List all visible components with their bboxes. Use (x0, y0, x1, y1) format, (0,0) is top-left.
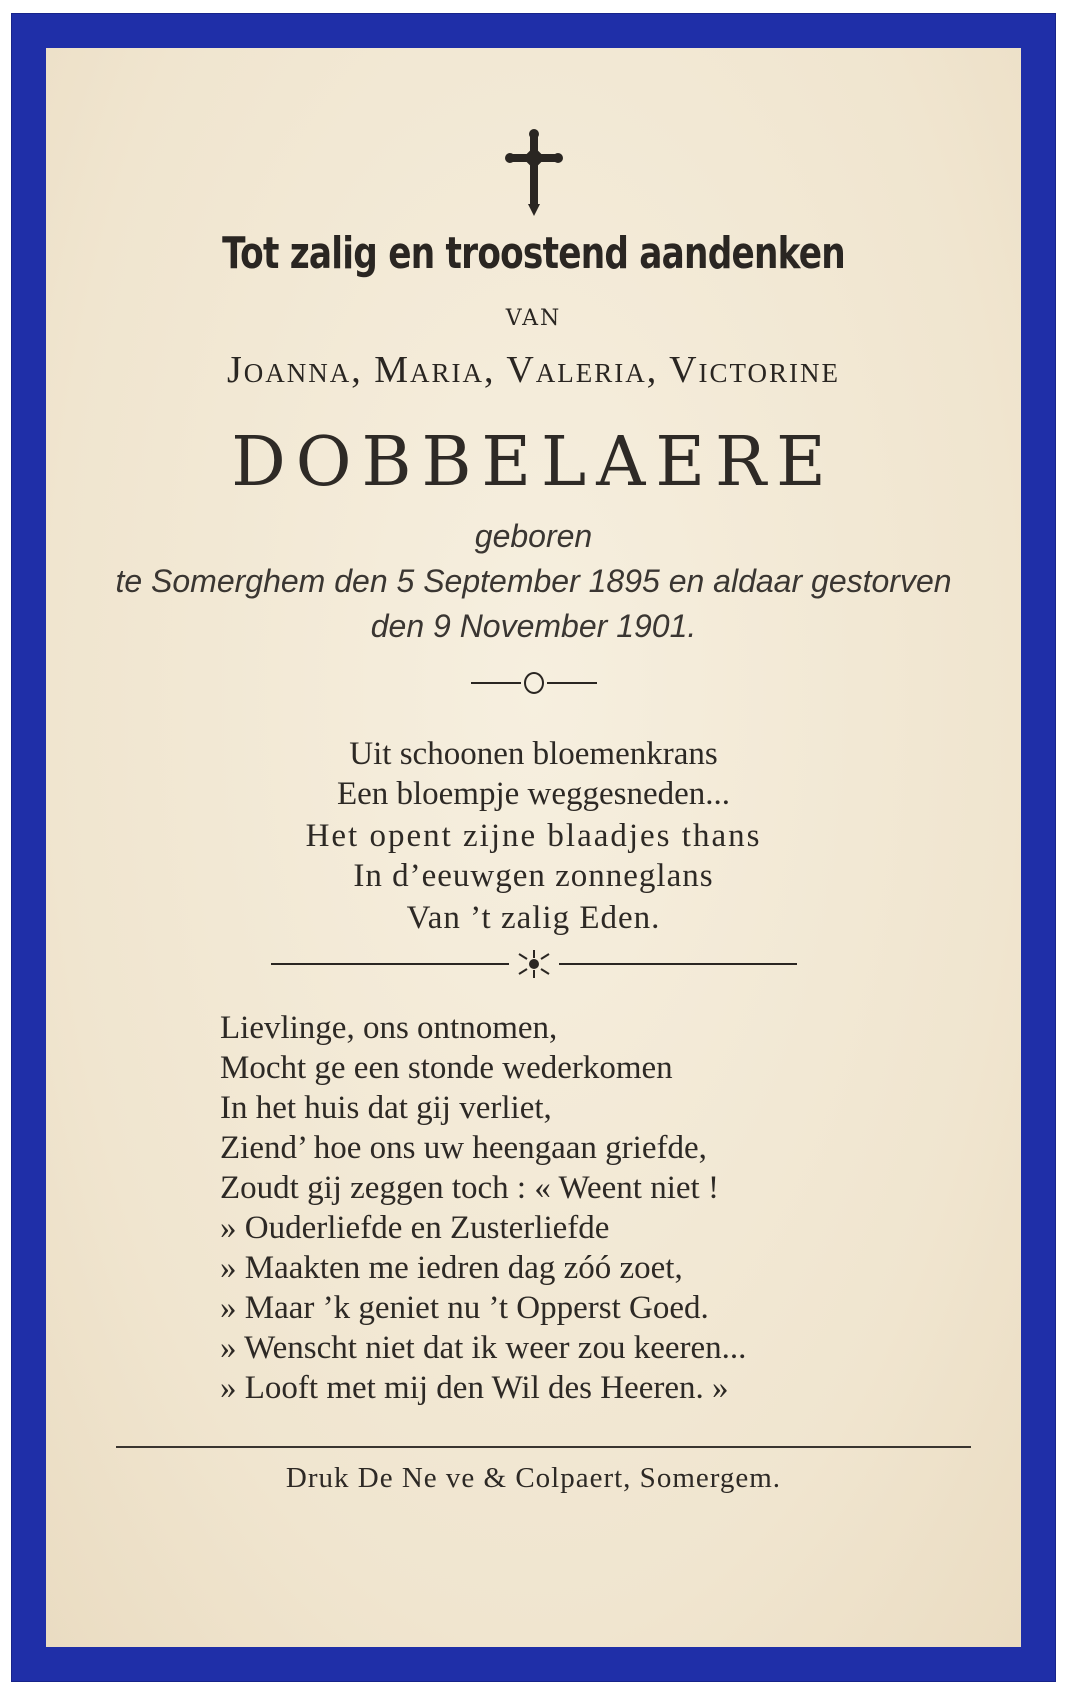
memorial-card (12, 14, 1055, 1681)
verse1-line: Een bloempje weggesneden... (336, 776, 731, 812)
verse2-line: » Wenscht niet dat ik weer zou keeren... (220, 1330, 747, 1366)
verse2-line: » Maakten me iedren dag zóó zoet, (220, 1250, 683, 1286)
verse2-line: Lievlinge, ons ontnomen, (220, 1010, 558, 1046)
birth-line: te Somerghem den 5 September 1895 en aldaar gestorven (115, 563, 952, 599)
verse2-line: Mocht ge een stonde wederkomen (220, 1050, 673, 1086)
verse1-line: Het opent zijne blaadjes thans (305, 818, 762, 854)
surname: DOBBELAERE (231, 423, 836, 502)
verse2-line: Zoudt gij zeggen toch : « Weent niet ! (220, 1170, 719, 1206)
death-line: den 9 November 1901. (370, 608, 697, 644)
verse1-line: Van ’t zalig Eden. (406, 900, 661, 936)
verse2-line: » Ouderliefde en Zusterliefde (220, 1210, 610, 1246)
verse2-line: In het huis dat gij verliet, (220, 1090, 552, 1126)
verse1-line: Uit schoonen bloemenkrans (349, 736, 718, 772)
given-names: Joanna, Maria, Valeria, Victorine (226, 349, 841, 391)
bottom-rule (116, 1446, 971, 1448)
card-paper (46, 48, 1021, 1647)
verse2-line: Ziend’ hoe ons uw heengaan griefde, (220, 1130, 707, 1166)
verse1-line: In d’eeuwgen zonneglans (353, 858, 714, 894)
verse2-line: » Looft met mij den Wil des Heeren. » (220, 1370, 729, 1406)
circle-divider-icon (469, 668, 599, 698)
star-ornament-icon (269, 946, 799, 982)
printer-credit: Druk De Ne ve & Colpaert, Somergem. (285, 1462, 782, 1494)
card-title: Tot zalig en troostend aandenken (222, 228, 845, 279)
cross-icon (504, 128, 564, 218)
verse2-line: » Maar ’k geniet nu ’t Opperst Goed. (220, 1290, 709, 1326)
van-label: VAN (505, 306, 562, 331)
born-label: geboren (474, 518, 593, 554)
